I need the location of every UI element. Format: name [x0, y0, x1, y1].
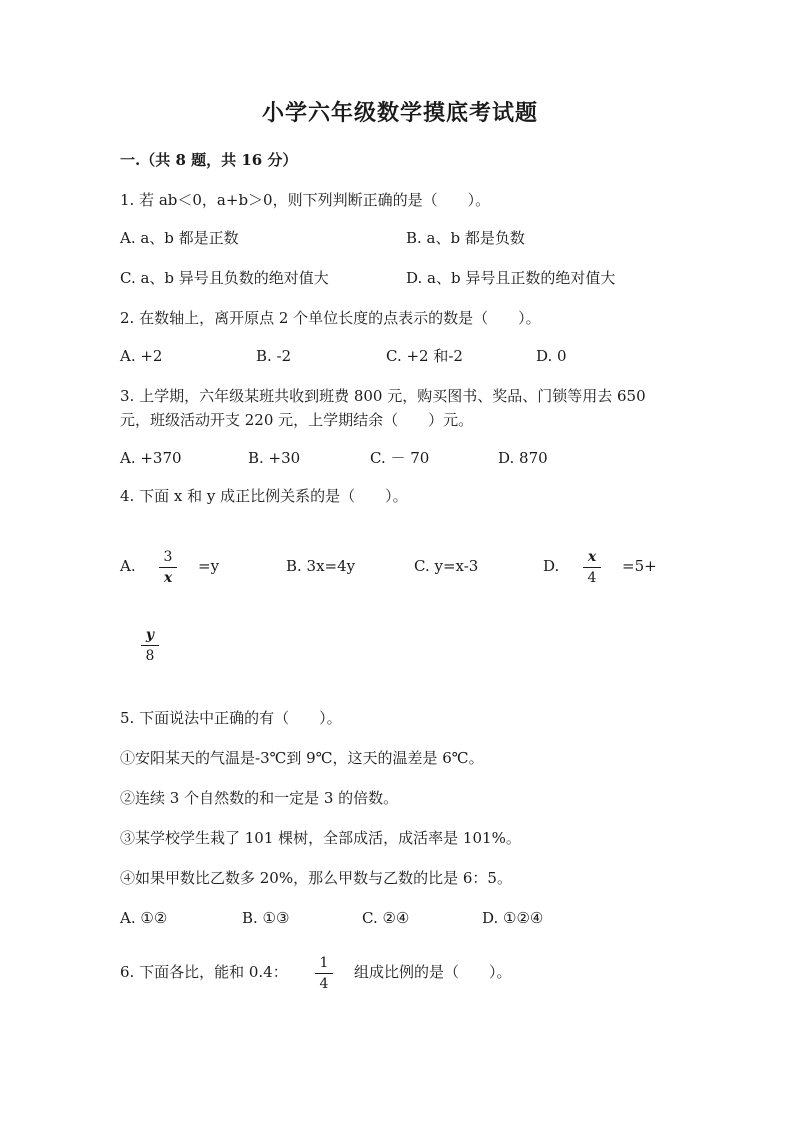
- section-heading: 一.（共 8 题，共 16 分）: [120, 151, 298, 169]
- question-4-option-d-fraction-2: [140, 627, 160, 664]
- question-4-stem: 4. 下面 x 和 y 成正比例关系的是（ ）。: [120, 487, 408, 505]
- question-3-option-c: C. － 70: [370, 449, 430, 467]
- question-4-option-a-fraction: [158, 549, 178, 586]
- fraction-numerator: 1: [319, 955, 329, 971]
- question-1-option-d: D. a、b 异号且正数的绝对值大: [406, 269, 616, 287]
- fraction-bar: [141, 645, 159, 646]
- fraction-bar: [315, 973, 333, 974]
- question-1-stem: 1. 若 ab＜0，a+b＞0，则下列判断正确的是（ ）。: [120, 191, 491, 209]
- question-5-option-d: D. ①②④: [482, 909, 544, 927]
- question-2-option-c: C. +2 和-2: [386, 347, 463, 365]
- fraction-bar: [159, 567, 177, 568]
- question-4-option-b: B. 3x=4y: [286, 557, 356, 575]
- fraction-denominator: 8: [145, 648, 155, 664]
- question-5-option-c: C. ②④: [362, 909, 410, 927]
- fraction-numerator: y: [145, 627, 155, 643]
- page-title: 小学六年级数学摸底考试题: [261, 100, 538, 126]
- question-5-statement-1: ①安阳某天的气温是-3℃到 9℃，这天的温差是 6℃。: [120, 749, 484, 767]
- question-4-option-c: C. y=x-3: [414, 557, 479, 575]
- question-6-fraction: [314, 955, 334, 992]
- question-4-option-d-fraction: [582, 549, 602, 586]
- question-2-option-a: A. +2: [120, 347, 163, 365]
- question-5-statement-4: ④如果甲数比乙数多 20%，那么甲数与乙数的比是 6：5。: [120, 869, 512, 887]
- question-5-option-a: A. ①②: [120, 909, 168, 927]
- fraction-denominator: x: [163, 570, 173, 586]
- question-3-option-a: A. +370: [120, 449, 182, 467]
- question-2-option-d: D. 0: [536, 347, 567, 365]
- question-6-stem-end: 组成比例的是（ ）。: [354, 963, 512, 981]
- question-2-option-b: B. -2: [256, 347, 292, 365]
- question-3-option-b: B. +30: [248, 449, 301, 467]
- question-5-stem: 5. 下面说法中正确的有（ ）。: [120, 709, 342, 727]
- fraction-numerator: 3: [163, 549, 173, 565]
- question-1-option-c: C. a、b 异号且负数的绝对值大: [120, 269, 329, 287]
- question-5-option-b: B. ①③: [242, 909, 290, 927]
- question-5-statement-2: ②连续 3 个自然数的和一定是 3 的倍数。: [120, 789, 399, 807]
- question-4-option-a-rest: =y: [198, 557, 220, 575]
- question-5-statement-3: ③某学校学生栽了 101 棵树，全部成活，成活率是 101%。: [120, 829, 521, 847]
- question-1-option-a: A. a、b 都是正数: [120, 229, 239, 247]
- question-4-option-a-label: A.: [120, 557, 136, 575]
- question-1-option-b: B. a、b 都是负数: [406, 229, 525, 247]
- fraction-bar: [583, 567, 601, 568]
- fraction-numerator: x: [587, 549, 597, 565]
- fraction-denominator: 4: [319, 976, 329, 992]
- question-4-option-d-rest: =5+: [622, 557, 657, 575]
- question-3-stem-line-1: 3. 上学期，六年级某班共收到班费 800 元，购买图书、奖品、门锁等用去 650: [120, 387, 646, 405]
- question-6-stem-start: 6. 下面各比，能和 0.4：: [120, 963, 288, 981]
- question-4-option-d-label: D.: [543, 557, 560, 575]
- fraction-denominator: 4: [587, 570, 597, 586]
- question-2-stem: 2. 在数轴上，离开原点 2 个单位长度的点表示的数是（ ）。: [120, 309, 541, 327]
- question-3-option-d: D. 870: [498, 449, 548, 467]
- question-3-stem-line-2: 元，班级活动开支 220 元，上学期结余（ ）元。: [120, 411, 474, 429]
